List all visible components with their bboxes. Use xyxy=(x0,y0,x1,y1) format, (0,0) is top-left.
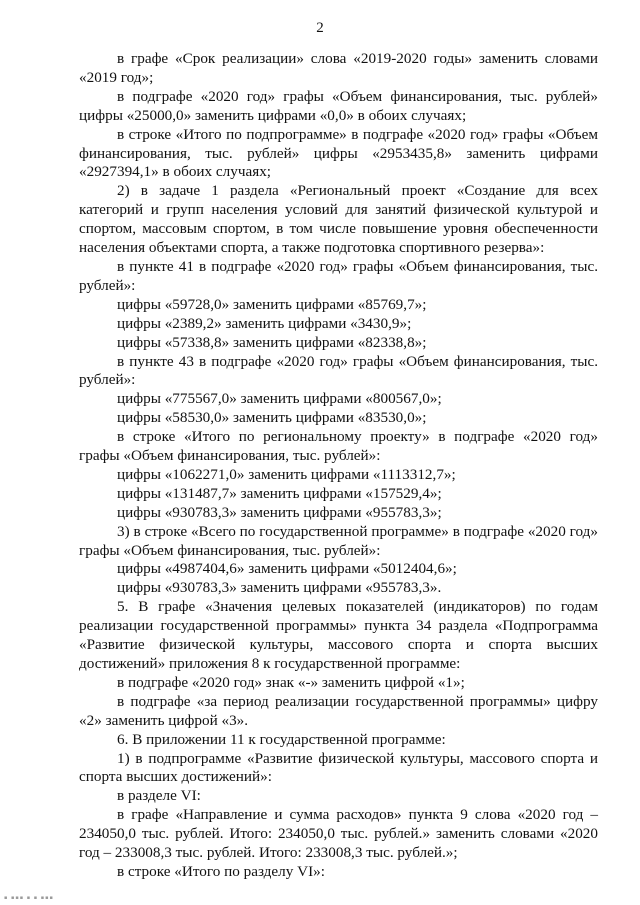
paragraph: цифры «4987404,6» заменить цифрами «5012404,6»; xyxy=(117,560,457,578)
paragraph: цифры «57338,8» заменить цифрами «82338,8»; xyxy=(117,333,427,351)
paragraph: цифры «59728,0» заменить цифрами «85769,7»; xyxy=(117,295,427,313)
paragraph: в разделе VI: xyxy=(117,787,201,805)
paragraph: в строке «Итого по разделу VI»: xyxy=(117,862,325,880)
scan-footer-mark: ▪ ▪▪▪ ▪ ▪ ▪▪▪ xyxy=(4,895,54,901)
paragraph: в подграфе «2020 год» графы «Объем финансирования, тыс. рублей» цифры «25000,0» заменить цифрами «0,0» в обоих случаях; xyxy=(79,87,598,124)
paragraph: цифры «1062271,0» заменить цифрами «1113312,7»; xyxy=(117,465,456,483)
paragraph: в подграфе «за период реализации государственной программы» цифру «2» заменить цифрой «3». xyxy=(79,692,598,729)
paragraph: в строке «Итого по региональному проекту» в подграфе «2020 год» графы «Объем финансирования, тыс. рублей»: xyxy=(79,428,598,465)
paragraph: цифры «131487,7» заменить цифрами «157529,4»; xyxy=(117,484,442,502)
paragraph: в графе «Срок реализации» слова «2019-2020 годы» заменить словами «2019 год»; xyxy=(79,50,598,86)
paragraph: 6. В приложении 11 к государственной программе: xyxy=(117,730,446,748)
paragraph: цифры «2389,2» заменить цифрами «3430,9»; xyxy=(117,314,412,332)
document-body xyxy=(79,50,598,882)
paragraph: в графе «Направление и сумма расходов» пункта 9 слова «2020 год – 234050,0 тыс. рублей. Итого: 234050,0 тыс. рублей.» заменить словами «2020 год – 233008,3 тыс. рублей. Итого: 233008,3 тыс. рублей.»; xyxy=(79,806,598,862)
paragraph: цифры «58530,0» заменить цифрами «83530,0»; xyxy=(117,409,427,427)
paragraph: цифры «930783,3» заменить цифрами «955783,3». xyxy=(117,579,442,597)
paragraph: в пункте 41 в подграфе «2020 год» графы «Объем финансирования, тыс. рублей»: xyxy=(79,257,598,294)
paragraph: цифры «775567,0» заменить цифрами «800567,0»; xyxy=(117,390,442,408)
paragraph: в пункте 43 в подграфе «2020 год» графы «Объем финансирования, тыс. рублей»: xyxy=(79,352,598,389)
paragraph: в строке «Итого по подпрограмме» в подграфе «2020 год» графы «Объем финансирования, тыс. рублей» цифры «2953435,8» заменить цифрами «2927394,1» в обоих случаях; xyxy=(79,125,598,181)
paragraph: 3) в строке «Всего по государственной программе» в подграфе «2020 год» графы «Объем финансирования, тыс. рублей»: xyxy=(79,522,598,559)
paragraph: 5. В графе «Значения целевых показателей (индикаторов) по годам реализации государственной программы» пункта 34 раздела «Подпрограмма «Развитие физической культуры, массового спорта и спорта высших достижений» приложения 8 к государственной программе: xyxy=(79,598,598,672)
page-number: 2 xyxy=(316,20,324,36)
paragraph: в подграфе «2020 год» знак «-» заменить цифрой «1»; xyxy=(117,673,465,691)
paragraph: 1) в подпрограмме «Развитие физической культуры, массового спорта и спорта высших достижений»: xyxy=(79,749,598,786)
paragraph: цифры «930783,3» заменить цифрами «955783,3»; xyxy=(117,503,442,521)
paragraph: 2) в задаче 1 раздела «Региональный проект «Создание для всех категорий и групп населения условий для занятий физической культурой и спортом, массовым спортом, в том числе повышение уровня обеспеченности населения объектами спорта, а также подготовка спортивного резерва»: xyxy=(79,182,598,257)
